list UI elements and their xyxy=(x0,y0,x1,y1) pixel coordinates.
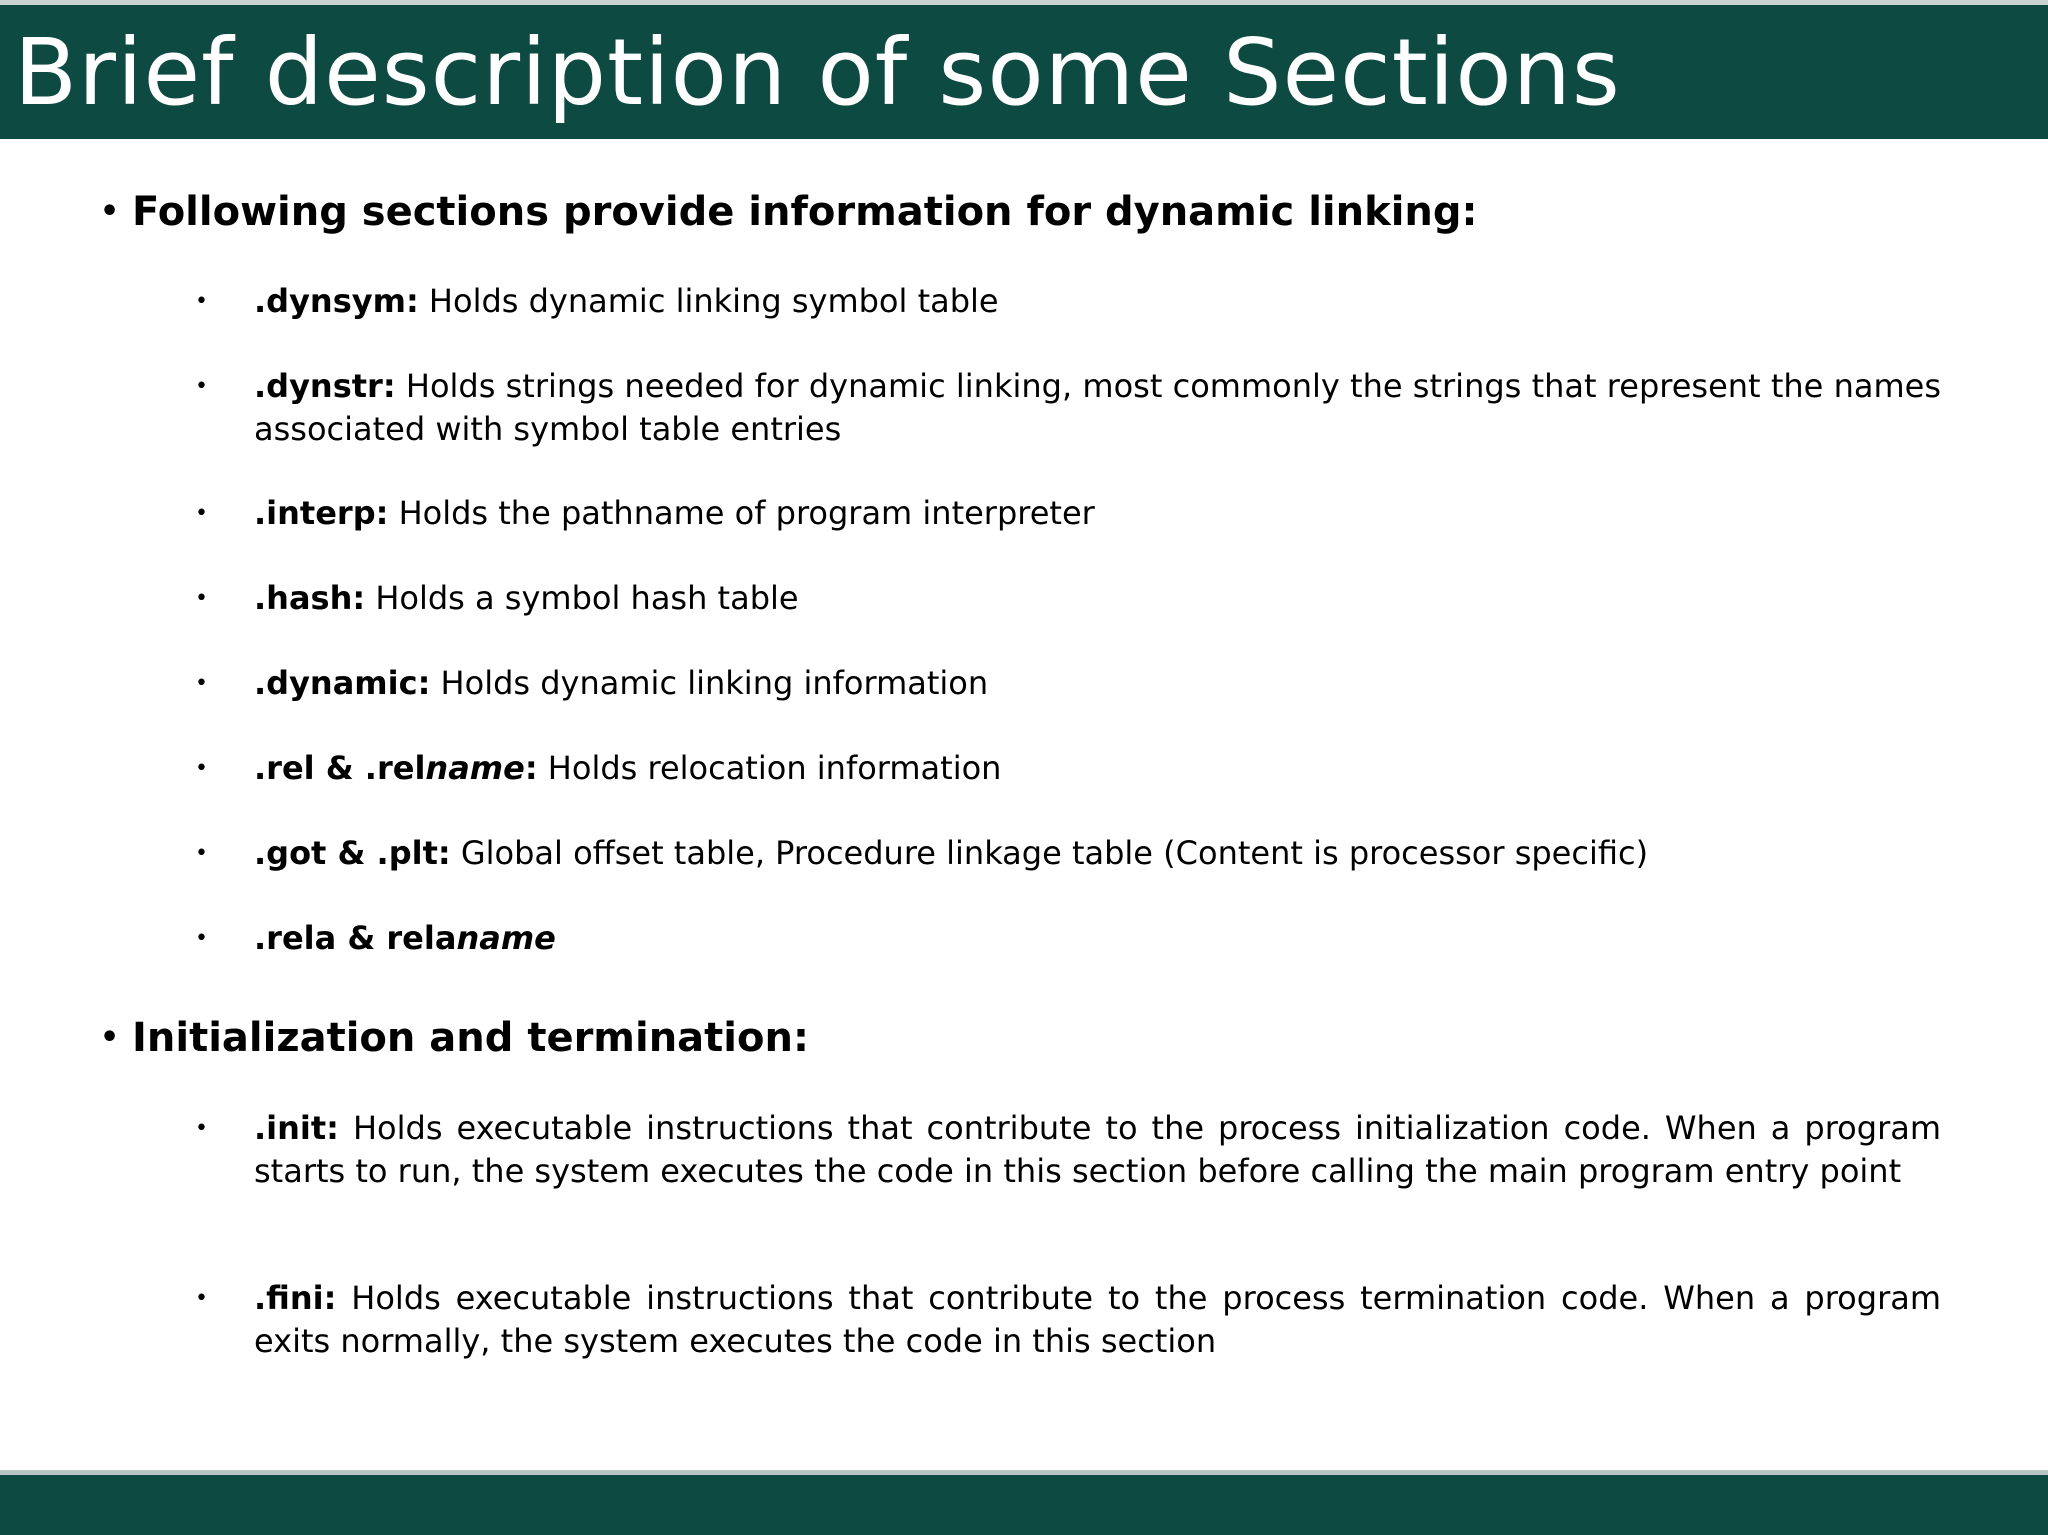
section-description: Holds executable instructions that contribute to the process initialization code. When a program starts to run, the system executes the code in this section before calling the main program entry point xyxy=(254,1109,1942,1190)
section-key: .init: xyxy=(254,1109,339,1147)
section-description: Holds executable instructions that contribute to the process termination code. When a program exits normally, the system executes the code in this section xyxy=(254,1279,1942,1360)
bullet-icon: • xyxy=(195,926,208,951)
section-description: Holds strings needed for dynamic linking, most commonly the strings that represent the names associated with symbol table entries xyxy=(254,367,1942,448)
bullet-icon: • xyxy=(100,194,120,229)
bullet-icon: • xyxy=(195,1116,208,1141)
bullet-icon: • xyxy=(195,289,208,314)
section-description: Holds relocation information xyxy=(547,749,1002,787)
section-key: .dynsym: xyxy=(254,282,419,320)
section-description: Global offset table, Procedure linkage table (Content is processor specific) xyxy=(460,834,1649,872)
section-description: Holds dynamic linking information xyxy=(440,664,989,702)
section-key: .hash: xyxy=(254,579,366,617)
bullet-icon: • xyxy=(195,841,208,866)
section-description: Holds the pathname of program interpreter xyxy=(398,494,1095,532)
section-key: .dynstr: xyxy=(254,367,396,405)
section-key: .fini: xyxy=(254,1279,337,1317)
section-key: .rel & .relname: xyxy=(254,749,538,787)
bullet-icon: • xyxy=(195,1286,208,1311)
section-key: .rela & relaname xyxy=(254,919,556,957)
bullet-icon: • xyxy=(195,501,208,526)
section-description: Holds dynamic linking symbol table xyxy=(428,282,999,320)
section-key: .interp: xyxy=(254,494,389,532)
bullet-icon: • xyxy=(195,374,208,399)
bullet-icon: • xyxy=(195,756,208,781)
section-key: .dynamic: xyxy=(254,664,431,702)
bullet-icon: • xyxy=(195,671,208,696)
footer-band xyxy=(0,1475,2048,1535)
section-key: .got & .plt: xyxy=(254,834,451,872)
section-description: Holds a symbol hash table xyxy=(375,579,799,617)
bullet-icon: • xyxy=(195,586,208,611)
slide-title: Brief description of some Sections xyxy=(14,19,1621,126)
bullet-icon: • xyxy=(100,1020,120,1055)
